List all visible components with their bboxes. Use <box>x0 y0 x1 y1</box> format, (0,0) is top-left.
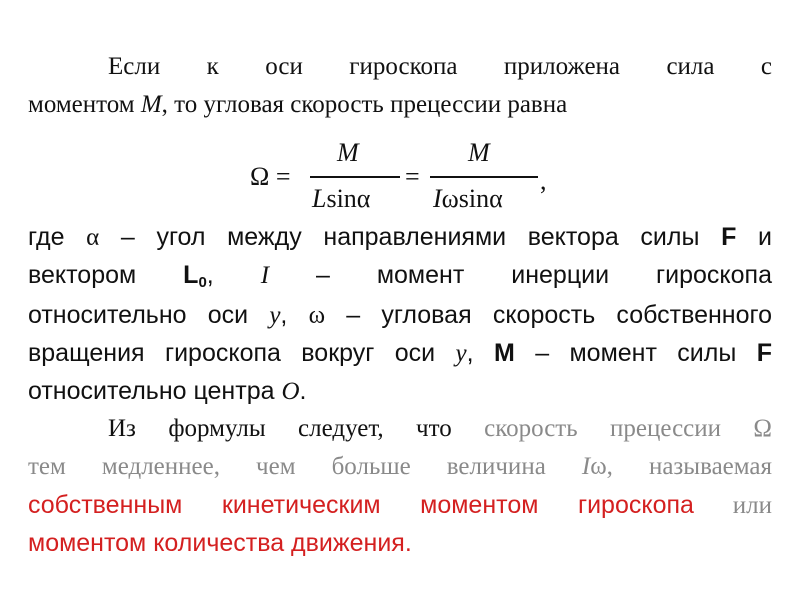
text: sinα <box>326 184 371 213</box>
para2-line5 <box>28 376 772 407</box>
symbol-L: L <box>312 184 327 213</box>
para2-line2 <box>28 260 772 291</box>
word: с <box>760 53 773 80</box>
precession-formula <box>0 138 800 220</box>
word: оси <box>265 53 303 80</box>
text: . <box>299 377 307 405</box>
word: к <box>206 53 219 80</box>
text-gray: скорость прецессии Ω <box>484 415 772 442</box>
formula-equals: = <box>405 162 420 191</box>
fraction-bar-1 <box>310 176 400 178</box>
symbol-omega: ω <box>308 302 326 329</box>
symbol-O: O <box>281 378 300 405</box>
text: Из формулы следует, что <box>108 415 485 442</box>
text: – угол между направлениями вектора силы <box>99 223 722 251</box>
text: – угловая скорость собственного <box>325 301 772 329</box>
formula-denominator-2 <box>433 184 503 214</box>
symbol-M: M <box>140 91 162 118</box>
subscript: 0 <box>198 274 207 291</box>
symbol-I: I <box>581 453 591 480</box>
symbol-alpha: α <box>86 224 100 251</box>
symbol-y: y <box>269 302 281 329</box>
para1-line1 <box>108 52 772 82</box>
formula-numerator-1: M <box>337 138 359 167</box>
text: относительно оси <box>28 301 270 329</box>
text-red: собственным кинетическим моментом гироскопа <box>28 491 694 519</box>
formula-lhs: Ω = <box>250 162 291 191</box>
para3-line2 <box>28 452 772 482</box>
word: приложена <box>503 53 621 80</box>
para3-line1 <box>108 414 772 444</box>
text: тем медленнее, чем больше величина <box>28 453 582 480</box>
word: гироскопа <box>349 53 458 80</box>
formula-comma: , <box>540 166 547 195</box>
word: Если <box>108 53 161 80</box>
text: , <box>280 301 309 329</box>
text: – момент силы <box>514 339 757 367</box>
symbol-y: y <box>455 340 467 367</box>
text: – момент инерции гироскопа <box>269 261 772 289</box>
symbol-F: F <box>756 339 772 367</box>
text: моментом <box>28 91 141 118</box>
text: где <box>28 223 87 251</box>
fraction-bar-2 <box>430 176 538 178</box>
text: вращения гироскопа вокруг оси <box>28 339 456 367</box>
text-gray: или <box>693 492 773 519</box>
text: вектором <box>28 261 184 289</box>
text: , <box>466 339 494 367</box>
para3-line4 <box>28 528 772 558</box>
para2-line1 <box>28 222 772 253</box>
text: ω, называемая <box>590 453 773 480</box>
text: относительно центра <box>28 377 282 405</box>
para2-line4 <box>28 338 772 369</box>
symbol-I: I <box>433 184 442 213</box>
word: сила <box>666 53 715 80</box>
formula-denominator-1 <box>312 184 370 214</box>
para2-line3 <box>28 300 772 331</box>
text: ωsinα <box>441 184 503 213</box>
text: и <box>736 223 772 251</box>
para3-line3 <box>28 490 772 521</box>
symbol-L: L <box>183 261 199 289</box>
text: , то угловая скорость прецессии равна <box>161 91 568 118</box>
symbol-L0 <box>183 261 207 289</box>
text-red: моментом количества движения. <box>28 529 412 557</box>
symbol-M: M <box>493 339 515 367</box>
formula-numerator-2: M <box>468 138 490 167</box>
text: , <box>206 261 261 289</box>
symbol-I: I <box>260 262 270 289</box>
symbol-F: F <box>721 223 737 251</box>
para1-line2 <box>28 90 772 120</box>
